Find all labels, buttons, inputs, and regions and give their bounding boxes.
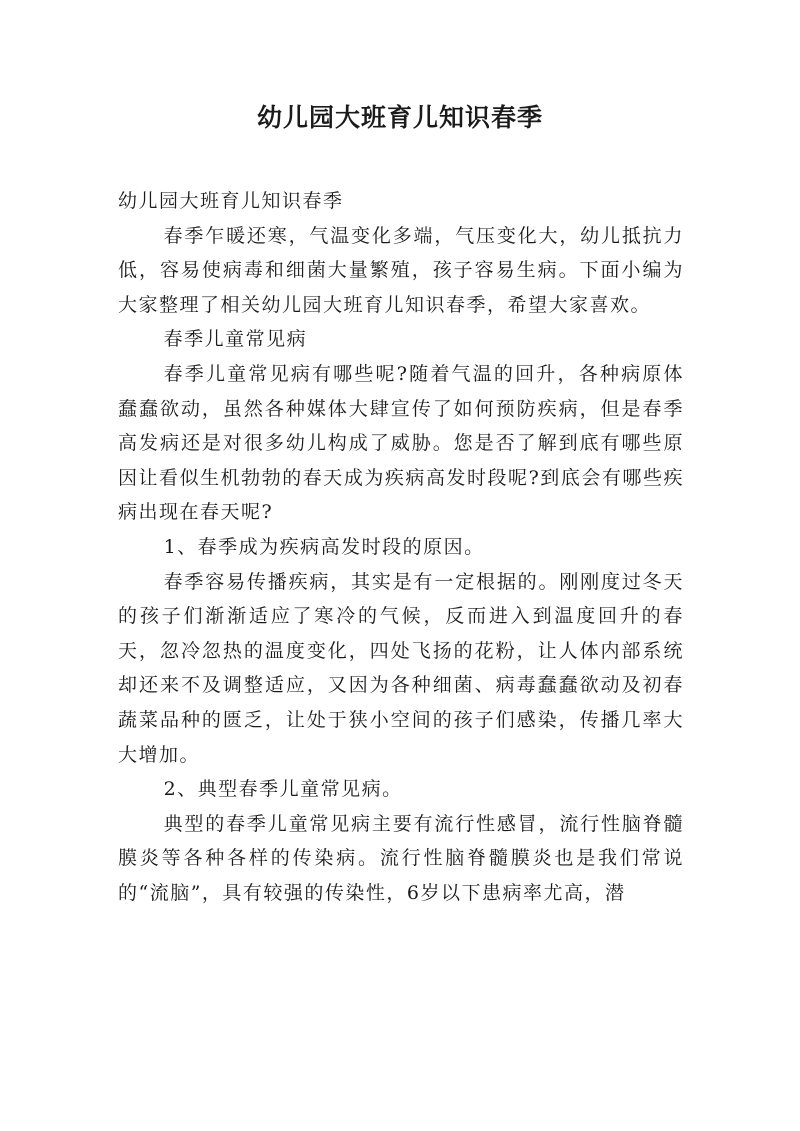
- paragraph-common-diseases: 春季儿童常见病有哪些呢?随着气温的回升，各种病原体蠢蠢欲动，虽然各种媒体大肆宣传了如何预防疾病，但是春季高发病还是对很多幼儿构成了威胁。您是否了解到底有哪些原因让看似生机勃勃的春天成为疾病高发时段呢?到底会有哪些疾病出现在春天呢?: [118, 362, 684, 524]
- paragraph-causes: 春季容易传播疾病，其实是有一定根据的。刚刚度过冬天的孩子们渐渐适应了寒冷的气候，反而进入到温度回升的春天，忽冷忽热的温度变化，四处飞扬的花粉，让人体内部系统却还来不及调整适应，又因为各种细菌、病毒蠢蠢欲动及初春蔬菜品种的匮乏，让处于狭小空间的孩子们感染，传播几率大大增加。: [118, 570, 684, 766]
- paragraph-intro: 春季乍暖还寒，气温变化多端，气压变化大，幼儿抵抗力低，容易使病毒和细菌大量繁殖，孩子容易生病。下面小编为大家整理了相关幼儿园大班育儿知识春季，希望大家喜欢。: [118, 224, 684, 316]
- document-body: [118, 184, 684, 910]
- section-heading-typical-diseases: 2、典型春季儿童常见病。: [163, 778, 403, 801]
- section-heading-causes: 1、春季成为疾病高发时段的原因。: [163, 535, 485, 558]
- paragraph-typical-diseases: 典型的春季儿童常见病主要有流行性感冒，流行性脑脊髓膜炎等各种各样的传染病。流行性脑脊髓膜炎也是我们常说的“流脑”，具有较强的传染性，6岁以下患病率尤高，潜: [118, 812, 684, 904]
- document-title: 幼儿园大班育儿知识春季: [256, 103, 543, 132]
- paragraph-subtitle: 幼儿园大班育儿知识春季: [118, 190, 344, 212]
- section-heading-common-diseases: 春季儿童常见病: [163, 328, 308, 351]
